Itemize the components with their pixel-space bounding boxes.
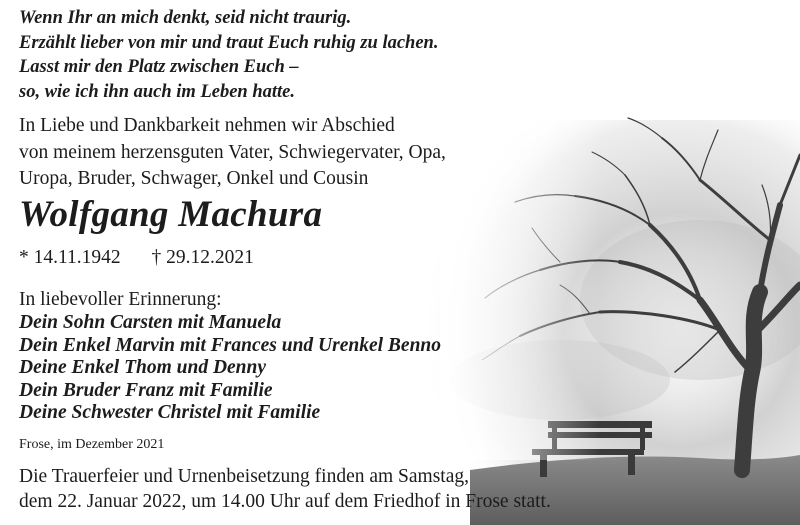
- poem-line: Erzählt lieber von mir und traut Euch ruhig zu lachen.: [19, 32, 439, 53]
- mourners-intro: In liebevoller Erinnerung:: [19, 289, 222, 310]
- mourner-entry: Dein Sohn Carsten mit Manuela: [19, 312, 282, 333]
- farewell-text: [19, 113, 788, 193]
- mourners-list: [19, 312, 788, 425]
- funeral-info: [19, 465, 788, 514]
- mourner-entry: Deine Enkel Thom und Denny: [19, 357, 267, 378]
- mourner-entry: Deine Schwester Christel mit Familie: [19, 402, 321, 423]
- place-date: Frose, im Dezember 2021: [19, 437, 165, 452]
- farewell-line: In Liebe und Dankbarkeit nehmen wir Abschied: [19, 115, 395, 136]
- poem-line: Wenn Ihr an mich denkt, seid nicht traurig.: [19, 8, 352, 28]
- funeral-line: dem 22. Januar 2022, um 14.00 Uhr auf dem Friedhof in Frose statt.: [19, 490, 551, 512]
- farewell-line: von meinem herzensguten Vater, Schwiegervater, Opa,: [19, 141, 446, 163]
- poem-line: Lasst mir den Platz zwischen Euch –: [19, 57, 299, 77]
- mourner-entry: Dein Bruder Franz mit Familie: [19, 379, 273, 401]
- poem: [19, 6, 788, 104]
- deceased-name: Wolfgang Machura: [19, 194, 323, 235]
- farewell-line: Uropa, Bruder, Schwager, Onkel und Cousin: [19, 168, 369, 189]
- death-date: † 29.12.2021: [151, 247, 254, 268]
- life-dates: [19, 246, 788, 270]
- funeral-line: Die Trauerfeier und Urnenbeisetzung finden am Samstag,: [19, 466, 470, 487]
- birth-date: * 14.11.1942: [19, 247, 121, 268]
- mourner-entry: Dein Enkel Marvin mit Frances und Urenkel Benno: [19, 334, 442, 356]
- poem-line: so, wie ich ihn auch im Leben hatte.: [19, 81, 295, 102]
